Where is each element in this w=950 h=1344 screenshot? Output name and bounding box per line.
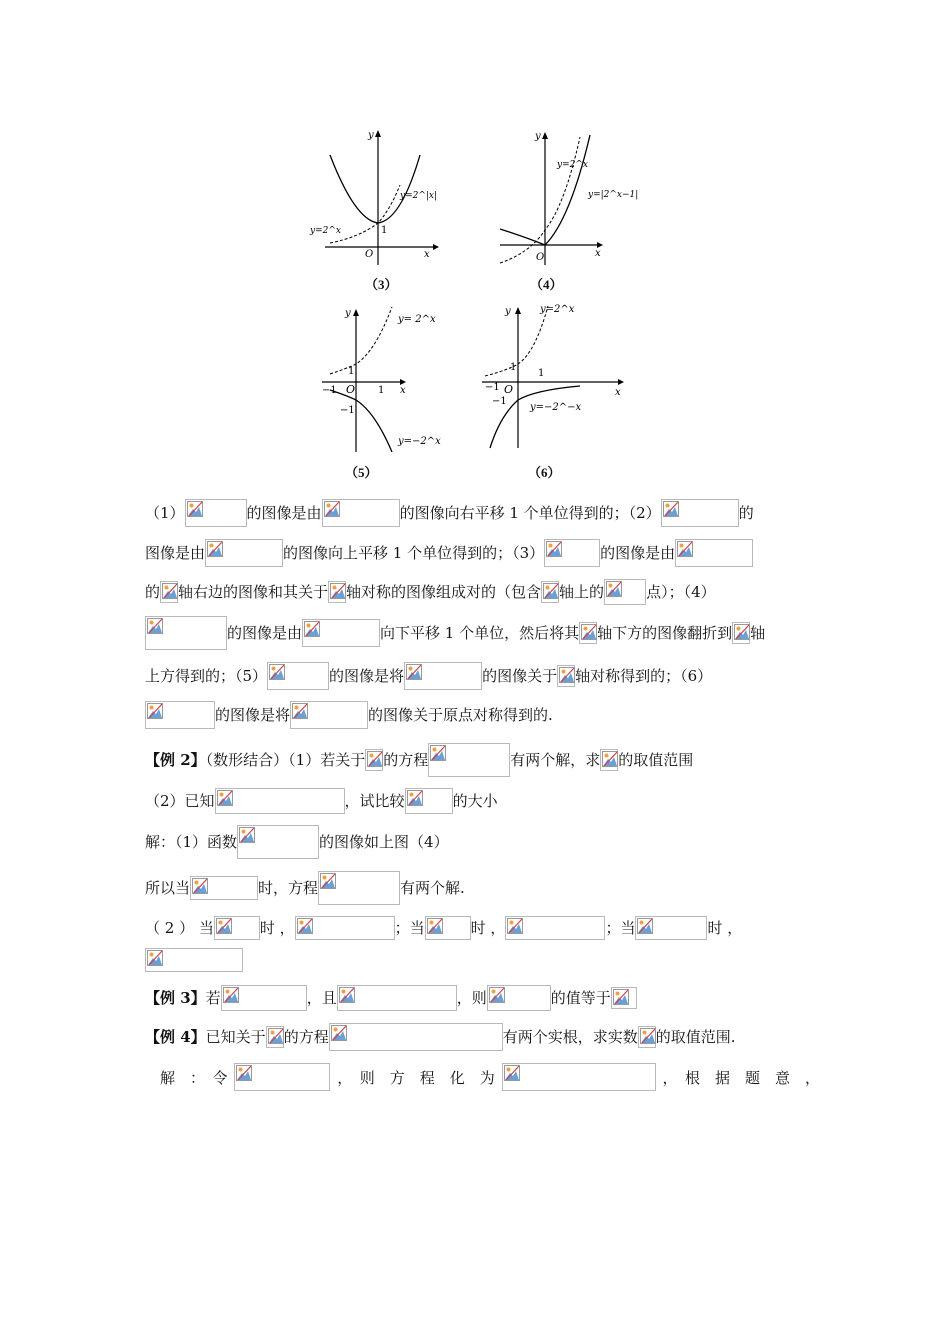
text: 上方得到的；（5）: [145, 667, 268, 685]
formula-image: [635, 916, 707, 940]
caption-6: （6）: [528, 465, 561, 480]
formula-image: [604, 579, 646, 605]
line-4: [145, 616, 765, 648]
text: 的取值范围: [618, 751, 694, 769]
caption-3: （3）: [365, 277, 398, 292]
broken-image-icon: [297, 918, 313, 934]
text: 的图像是由: [227, 624, 303, 642]
caption-5: （5）: [345, 465, 378, 480]
broken-image-icon: [269, 664, 285, 680]
y-axis-arrow: [375, 130, 381, 137]
formula-image: [214, 916, 260, 940]
text: 有两个实根，求实数: [502, 1028, 638, 1046]
text: 图像是由: [145, 544, 206, 562]
broken-image-icon: [430, 745, 446, 761]
example-label: 【例 3】: [145, 989, 206, 1007]
text: 有两个解.: [400, 879, 465, 897]
label-x: x: [595, 248, 601, 259]
curve-2-x-dashed: [485, 306, 548, 376]
label-curve-b: y=−2^x: [398, 436, 441, 447]
text: ；当: [394, 919, 425, 937]
formula-image: [405, 788, 453, 814]
figure-5-plot: [320, 302, 445, 457]
broken-image-icon: [147, 950, 163, 966]
label-curve-b: y=|2^x−1|: [588, 190, 639, 200]
formula-image: [675, 539, 753, 567]
solution-2: [145, 871, 465, 903]
example-2-part-2: [145, 785, 498, 817]
broken-image-icon: [637, 918, 653, 934]
label-neg-one-y: −1: [492, 396, 507, 407]
broken-image-icon: [162, 583, 178, 599]
label-one-y: 1: [348, 366, 355, 377]
label-x: x: [424, 249, 430, 260]
text: 向下平移 1 个单位，然后将其: [380, 624, 580, 642]
label-origin: O: [346, 383, 356, 396]
formula-image: [234, 1063, 330, 1091]
broken-image-icon: [207, 541, 223, 557]
label-curve-a: y=2^x: [540, 304, 575, 315]
label-origin: O: [536, 252, 545, 263]
text: 点）；（4）: [646, 583, 716, 601]
broken-image-icon: [217, 790, 233, 806]
y-axis-arrow: [515, 307, 521, 314]
broken-image-icon: [504, 1065, 520, 1081]
text: 时 ，: [707, 919, 743, 937]
formula-image: [502, 1063, 656, 1091]
text: ，试比较: [344, 792, 405, 810]
text: 的值等于: [550, 989, 611, 1007]
text: 的图像关于: [482, 667, 558, 685]
broken-image-icon: [581, 624, 597, 640]
formula-image: [365, 749, 383, 771]
formula-image: [611, 987, 637, 1009]
solution-4: [160, 1063, 820, 1095]
caption-4: （4）: [530, 277, 563, 292]
formula-image: [145, 948, 243, 972]
broken-image-icon: [147, 703, 163, 719]
broken-image-icon: [331, 1025, 347, 1041]
line-2: [145, 537, 753, 569]
broken-image-icon: [546, 541, 562, 557]
text: 的图像向右平移 1 个单位得到的；（2）: [399, 504, 661, 522]
text: 的: [145, 583, 161, 601]
broken-image-icon: [330, 583, 346, 599]
text: 轴下方的图像翻折到: [597, 624, 733, 642]
broken-image-icon: [292, 703, 308, 719]
formula-image: [732, 622, 750, 644]
solution-1: [145, 825, 449, 857]
label-y: y: [505, 306, 511, 317]
text: ，且: [306, 989, 337, 1007]
text: 轴对称的图像组成对的（包含: [346, 583, 542, 601]
text: 所以当: [145, 879, 191, 897]
text: 时 ，: [259, 919, 295, 937]
label-one: 1: [381, 225, 388, 236]
label-y: y: [368, 130, 374, 141]
text: 若: [205, 989, 221, 1007]
formula-image: [302, 619, 380, 647]
broken-image-icon: [407, 790, 423, 806]
formula-image: [215, 788, 345, 814]
x-axis-arrow: [618, 379, 624, 385]
label-one-y: 1: [510, 362, 517, 373]
figure-4: [495, 125, 639, 269]
text: 时，方程: [258, 879, 319, 897]
text: 的图像向上平移 1 个单位得到的；（3）: [283, 544, 545, 562]
label-curve-b: y=−2^−x: [530, 402, 582, 413]
label-y: y: [345, 308, 351, 319]
text: 的取值范围.: [655, 1028, 736, 1046]
text: 的图像是由: [246, 504, 322, 522]
broken-image-icon: [613, 989, 629, 1005]
broken-image-icon: [268, 1028, 284, 1044]
formula-image: [190, 876, 258, 900]
line-3: [145, 576, 716, 608]
broken-image-icon: [324, 501, 340, 517]
figure-4-plot: [495, 125, 639, 265]
formula-image: [160, 581, 178, 603]
label-curve-a: y= 2^x: [398, 314, 436, 325]
broken-image-icon: [663, 501, 679, 517]
formula-image: [505, 916, 605, 940]
broken-image-icon: [602, 751, 618, 767]
formula-image: [295, 916, 395, 940]
broken-image-icon: [606, 581, 622, 597]
formula-image: [425, 916, 471, 940]
broken-image-icon: [367, 751, 383, 767]
label-origin: O: [365, 249, 374, 260]
figure-6-plot: [480, 298, 630, 453]
broken-image-icon: [239, 827, 255, 843]
label-origin: O: [504, 383, 514, 396]
label-one-x: 1: [538, 368, 545, 379]
formula-image: [541, 581, 559, 603]
line-5: [145, 660, 712, 692]
text: ，则: [456, 989, 487, 1007]
label-neg-one-x: −1: [322, 385, 337, 396]
formula-image: [318, 871, 400, 905]
text: 已知关于: [205, 1028, 266, 1046]
broken-image-icon: [192, 878, 208, 894]
text: 的图像如上图（4）: [319, 833, 449, 851]
broken-image-icon: [223, 987, 239, 1003]
solution-3-cont: [145, 944, 243, 976]
formula-image: [322, 499, 400, 527]
broken-image-icon: [507, 918, 523, 934]
formula-image: [329, 1023, 503, 1051]
y-axis-arrow: [353, 309, 359, 316]
formula-image: [579, 622, 597, 644]
broken-image-icon: [216, 918, 232, 934]
text: 的图像关于原点对称得到的.: [368, 706, 553, 724]
text: 的图像是将: [215, 706, 291, 724]
label-neg-one-x: −1: [485, 382, 500, 393]
formula-image: [337, 985, 457, 1011]
example-label: 【例 2】: [145, 751, 206, 769]
broken-image-icon: [734, 624, 750, 640]
text: 的: [738, 504, 754, 522]
figure-3-plot: [305, 125, 445, 265]
curve-2-x-dashed: [330, 307, 392, 374]
text: 时 ，: [470, 919, 506, 937]
text: 解 ： 令: [160, 1069, 228, 1087]
formula-image: [267, 662, 329, 690]
figure-3: [305, 125, 445, 269]
text: 轴: [750, 624, 766, 642]
formula-image: [638, 1026, 656, 1048]
text: ， 根 据 题 意 ，: [662, 1069, 820, 1087]
broken-image-icon: [677, 541, 693, 557]
broken-image-icon: [559, 667, 575, 683]
text: 的方程: [383, 751, 429, 769]
formula-image: [661, 499, 739, 527]
formula-image: [221, 985, 307, 1011]
broken-image-icon: [304, 621, 320, 637]
text: 的方程: [283, 1028, 329, 1046]
formula-image: [600, 749, 618, 771]
text: 轴对称得到的；（6）: [575, 667, 713, 685]
label-neg-one-y: −1: [340, 405, 355, 416]
figure-6: [480, 298, 630, 457]
formula-image: [185, 499, 247, 527]
formula-image: [557, 665, 575, 687]
formula-image: [290, 701, 368, 729]
broken-image-icon: [187, 501, 203, 517]
line-6: [145, 699, 553, 731]
formula-image: [145, 616, 227, 650]
label-curve-a: y=2^x: [557, 160, 588, 170]
formula-image: [544, 539, 600, 567]
figure-5: [320, 302, 445, 461]
text: 有两个解，求: [510, 751, 601, 769]
x-axis-arrow: [433, 244, 439, 250]
example-label: 【例 4】: [145, 1028, 206, 1046]
example-3: [145, 982, 637, 1014]
solution-3: [145, 912, 742, 944]
formula-image: [237, 825, 319, 859]
label-x: x: [400, 385, 406, 396]
formula-image: [205, 539, 283, 567]
curve-2-abs-x: [330, 155, 420, 223]
formula-image: [266, 1026, 284, 1048]
text: 的大小: [452, 792, 498, 810]
formula-image: [145, 701, 215, 729]
label-curve-b: y=2^x: [310, 226, 341, 236]
formula-image: [487, 985, 551, 1011]
text: 解：（1）函数: [145, 833, 238, 851]
broken-image-icon: [339, 987, 355, 1003]
broken-image-icon: [320, 873, 336, 889]
text: 轴上的: [559, 583, 605, 601]
text: （2）已知: [145, 792, 215, 810]
broken-image-icon: [147, 618, 163, 634]
label-x: x: [615, 387, 621, 398]
text: 的图像是由: [600, 544, 676, 562]
broken-image-icon: [236, 1065, 252, 1081]
line-1: [145, 497, 754, 529]
label-y: y: [535, 131, 541, 142]
broken-image-icon: [543, 583, 559, 599]
formula-image: [328, 581, 346, 603]
text: 轴右边的图像和其关于: [178, 583, 329, 601]
label-curve-a: y=2^|x|: [400, 191, 438, 201]
broken-image-icon: [406, 664, 422, 680]
formula-image: [404, 662, 482, 690]
text: ， 则 方 程 化 为: [337, 1069, 495, 1087]
example-2: [145, 743, 693, 775]
text: ；当: [605, 919, 636, 937]
broken-image-icon: [640, 1028, 656, 1044]
text: （数形结合）（1）若关于: [205, 751, 366, 769]
broken-image-icon: [489, 987, 505, 1003]
y-axis-arrow: [542, 132, 548, 139]
text: （1）: [145, 504, 185, 522]
label-one-x: 1: [378, 385, 385, 396]
text: （ 2 ） 当: [145, 919, 214, 937]
broken-image-icon: [427, 918, 443, 934]
curve-2-x-dashed: [500, 137, 580, 263]
text: 的图像是将: [329, 667, 405, 685]
example-4: [145, 1021, 736, 1053]
curve-neg-2-x: [330, 390, 392, 452]
formula-image: [428, 743, 510, 777]
